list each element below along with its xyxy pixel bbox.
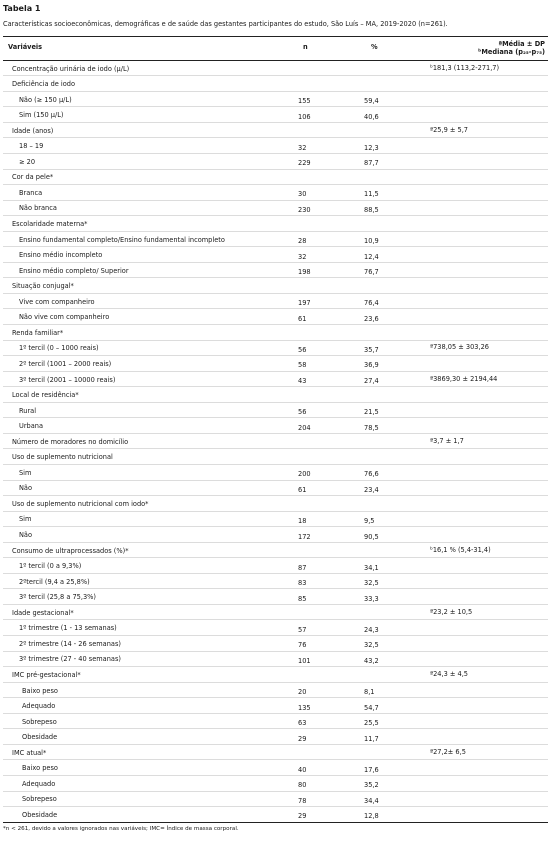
table-row — [0, 407, 550, 419]
row-label: Vive com companheiro — [19, 297, 95, 306]
table-row — [0, 189, 550, 201]
row-percent: 11,5 — [364, 190, 379, 199]
table-top-rule — [3, 36, 548, 37]
table-row — [0, 236, 550, 248]
row-statistic: ᵇ16,1 % (5,4-31,4) — [430, 545, 491, 554]
row-n: 197 — [298, 299, 311, 308]
table-bottom-rule — [3, 822, 548, 823]
row-percent: 40,6 — [364, 112, 379, 121]
row-label: Consumo de ultraprocessados (%)* — [12, 546, 129, 555]
table-header-rule — [3, 60, 548, 61]
table-row — [0, 127, 550, 139]
table-row — [0, 453, 550, 465]
row-statistic: ª24,3 ± 4,5 — [430, 669, 468, 678]
row-label: Uso de suplemento nutricional com iodo* — [12, 499, 149, 508]
table-row — [0, 562, 550, 574]
table-row — [0, 624, 550, 636]
row-n: 155 — [298, 97, 311, 106]
row-label: 2º tercil (1001 – 2000 reais) — [19, 359, 112, 368]
table-row — [0, 578, 550, 590]
row-label: Adequado — [22, 702, 56, 711]
row-percent: 35,7 — [364, 345, 379, 354]
table-row — [0, 469, 550, 481]
row-label: IMC pré-gestacional* — [12, 670, 81, 679]
row-label: Ensino fundamental completo/Ensino fundamental incompleto — [19, 235, 225, 244]
row-n: 63 — [298, 719, 307, 728]
row-label: Rural — [19, 406, 37, 415]
row-n: 76 — [298, 641, 307, 650]
table-row — [0, 422, 550, 434]
row-percent: 25,5 — [364, 719, 379, 728]
table-row — [0, 173, 550, 185]
row-label: Ensino médio completo/ Superior — [19, 266, 129, 275]
table-row — [0, 65, 550, 77]
row-label: Ensino médio incompleto — [19, 251, 103, 260]
row-n: 20 — [298, 688, 307, 696]
row-label: 3º tercil (25,8 a 75,3%) — [19, 593, 96, 602]
row-percent: 8,1 — [364, 688, 375, 696]
table-row — [0, 267, 550, 279]
row-label: Não — [19, 484, 33, 493]
row-percent: 27,4 — [364, 377, 379, 385]
row-label: Escolaridade materna* — [12, 220, 88, 228]
table-row — [0, 640, 550, 652]
table-row — [0, 547, 550, 559]
table-row — [0, 764, 550, 776]
row-label: 1º tercil (0 a 9,3%) — [19, 562, 82, 571]
header-n: n — [303, 43, 308, 51]
row-label: Sim — [19, 515, 32, 524]
row-n: 29 — [298, 812, 307, 821]
row-label: Baixo peso — [22, 686, 58, 695]
table-row — [0, 220, 550, 232]
table-row — [0, 391, 550, 403]
row-label: Concentração urinária de iodo (µ/L) — [12, 64, 130, 73]
row-percent: 76,6 — [364, 470, 379, 479]
table-row — [0, 593, 550, 605]
row-n: 32 — [298, 252, 307, 261]
row-n: 135 — [298, 703, 311, 712]
table-header — [0, 38, 550, 60]
row-n: 28 — [298, 237, 307, 246]
row-percent: 54,7 — [364, 703, 379, 712]
table-caption: Características socioeconômicas, demográficas e de saúde das gestantes participantes do estudo, São Luís – MA, 2019-2020 (n=261). — [3, 20, 448, 28]
row-label: Idade (anos) — [12, 126, 54, 135]
row-percent: 12,3 — [364, 143, 379, 152]
row-percent: 24,3 — [364, 625, 379, 634]
row-n: 58 — [298, 361, 307, 370]
table-row — [0, 298, 550, 310]
row-label: Não vive com companheiro — [19, 313, 110, 322]
table-row — [0, 718, 550, 730]
table-row — [0, 360, 550, 372]
row-percent: 35,2 — [364, 781, 379, 790]
row-label: Não — [19, 531, 33, 539]
table-row — [0, 733, 550, 745]
row-percent: 32,5 — [364, 641, 379, 650]
table-row — [0, 484, 550, 496]
row-percent: 87,7 — [364, 159, 379, 168]
table-row — [0, 313, 550, 325]
row-percent: 88,5 — [364, 205, 379, 214]
row-label: Adequado — [22, 779, 56, 788]
table-row — [0, 687, 550, 699]
row-n: 30 — [298, 190, 307, 199]
row-n: 204 — [298, 423, 311, 432]
row-label: Deficiência de iodo — [12, 80, 75, 89]
row-n: 198 — [298, 268, 311, 277]
header-percent: % — [371, 43, 378, 51]
row-label: Obesidade — [22, 733, 58, 742]
row-label: 3º trimestre (27 - 40 semanas) — [19, 655, 121, 664]
row-label: Uso de suplemento nutricional — [12, 453, 113, 462]
table-row — [0, 655, 550, 667]
row-label: Sim — [19, 468, 32, 477]
row-percent: 12,4 — [364, 252, 379, 261]
row-percent: 36,9 — [364, 361, 379, 370]
row-percent: 9,5 — [364, 516, 375, 525]
row-label: Sim (150 µ/L) — [19, 111, 64, 120]
row-n: 172 — [298, 532, 311, 541]
row-n: 43 — [298, 377, 307, 385]
row-n: 56 — [298, 408, 307, 417]
table-row — [0, 111, 550, 123]
row-label: 2º trimestre (14 - 26 semanas) — [19, 639, 121, 648]
row-percent: 33,3 — [364, 594, 379, 603]
row-n: 85 — [298, 594, 307, 603]
table-row — [0, 749, 550, 761]
row-label: Não (≥ 150 µ/L) — [19, 95, 72, 104]
row-n: 101 — [298, 656, 311, 665]
table-row — [0, 158, 550, 170]
row-label: Urbana — [19, 422, 43, 431]
row-n: 57 — [298, 625, 307, 634]
row-label: Local de residência* — [12, 391, 79, 400]
row-percent: 78,5 — [364, 423, 379, 432]
row-n: 40 — [298, 765, 307, 774]
table-row — [0, 142, 550, 154]
row-n: 106 — [298, 112, 311, 121]
table-row — [0, 204, 550, 216]
row-label: 2ºtercil (9,4 a 25,8%) — [19, 577, 90, 586]
table-label: Tabela 1 — [3, 4, 41, 13]
table-row — [0, 282, 550, 294]
row-label: Sobrepeso — [22, 717, 57, 726]
table-row — [0, 96, 550, 108]
row-label: Cor da pele* — [12, 173, 54, 182]
row-statistic: ª27,2± 6,5 — [430, 747, 466, 756]
row-n: 200 — [298, 470, 311, 479]
row-percent: 11,7 — [364, 734, 379, 743]
row-label: 1º tercil (0 – 1000 reais) — [19, 344, 99, 353]
row-statistic: ª25,9 ± 5,7 — [430, 125, 468, 134]
row-n: 80 — [298, 781, 307, 790]
row-label: 3º tercil (2001 – 10000 reais) — [19, 375, 116, 384]
row-n: 230 — [298, 205, 311, 214]
row-percent: 34,4 — [364, 796, 379, 805]
header-stat-median: ᵇMediana (p₂₅-p₇₅) — [478, 48, 545, 56]
row-n: 61 — [298, 314, 307, 323]
header-statistic — [433, 40, 545, 56]
row-statistic: ª738,05 ± 303,26 — [430, 343, 489, 352]
row-n: 32 — [298, 143, 307, 152]
row-n: 18 — [298, 516, 307, 525]
table-row — [0, 515, 550, 527]
row-statistic: ª3,7 ± 1,7 — [430, 436, 464, 445]
row-percent: 90,5 — [364, 532, 379, 541]
row-label: Obesidade — [22, 810, 58, 819]
row-label: 1º trimestre (1 - 13 semanas) — [19, 624, 117, 633]
row-label: ≥ 20 — [19, 157, 36, 166]
row-statistic: ª3869,30 ± 2194,44 — [430, 374, 498, 383]
table-row — [0, 438, 550, 450]
row-percent: 59,4 — [364, 97, 379, 106]
table-row — [0, 500, 550, 512]
row-percent: 32,5 — [364, 579, 379, 588]
table-row — [0, 609, 550, 621]
row-percent: 43,2 — [364, 656, 379, 665]
row-label: Idade gestacional* — [12, 608, 74, 617]
table-row — [0, 251, 550, 263]
row-percent: 12,8 — [364, 812, 379, 821]
table-row — [0, 80, 550, 92]
row-statistic: ª23,2 ± 10,5 — [430, 607, 473, 616]
row-label: Renda familiar* — [12, 328, 64, 337]
row-label: Sobrepeso — [22, 795, 57, 804]
row-percent: 76,7 — [364, 268, 379, 277]
row-percent: 10,9 — [364, 237, 379, 246]
row-label: Branca — [19, 188, 43, 197]
table-row — [0, 780, 550, 792]
row-label: Não branca — [19, 204, 57, 213]
row-percent: 23,4 — [364, 485, 379, 494]
row-percent: 23,6 — [364, 314, 379, 323]
row-n: 29 — [298, 734, 307, 743]
row-statistic: ᵇ181,3 (113,2-271,7) — [430, 63, 500, 72]
row-n: 229 — [298, 159, 311, 168]
row-label: Situação conjugal* — [12, 282, 74, 291]
table-row — [0, 344, 550, 356]
row-label: Baixo peso — [22, 764, 58, 773]
table-row — [0, 671, 550, 683]
row-n: 78 — [298, 796, 307, 805]
header-stat-mean: ªMédia ± DP — [498, 40, 545, 48]
row-label: Número de moradores no domicílio — [12, 437, 129, 446]
row-label: 18 – 19 — [19, 142, 44, 151]
table-row — [0, 329, 550, 341]
row-percent: 76,4 — [364, 299, 379, 308]
table-row — [0, 702, 550, 714]
row-percent: 17,6 — [364, 765, 379, 774]
row-n: 56 — [298, 345, 307, 354]
row-label: IMC atual* — [12, 748, 47, 757]
table-row — [0, 376, 550, 388]
row-percent: 34,1 — [364, 563, 379, 572]
row-percent: 21,5 — [364, 408, 379, 417]
row-n: 83 — [298, 579, 307, 588]
table-footnote: *n < 261, devido a valores ignorados nas variáveis; IMC= Índice de massa corporal. — [3, 826, 239, 832]
header-variables: Variáveis — [8, 43, 43, 51]
row-n: 87 — [298, 563, 307, 572]
row-n: 61 — [298, 485, 307, 494]
table-row — [0, 795, 550, 807]
table-row — [0, 531, 550, 543]
